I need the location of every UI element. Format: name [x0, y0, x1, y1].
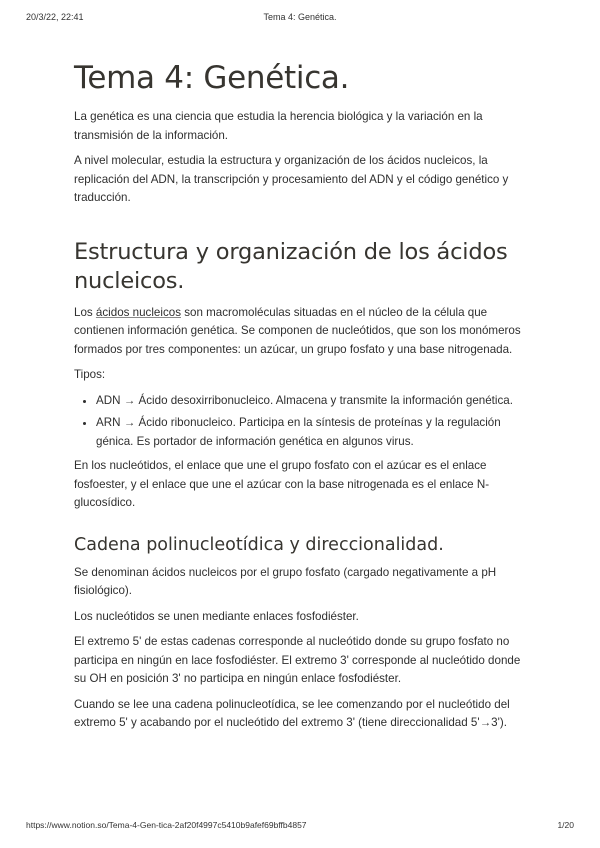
cadena-paragraph-1: Se denominan ácidos nucleicos por el grupo fosfato (cargado negativamente a pH fisiológico). [74, 565, 497, 597]
document-content [74, 58, 530, 740]
print-header [26, 12, 574, 26]
cadena-paragraph-3: El extremo 5' de estas cadenas corresponde al nucleótido donde su grupo fosfato no participa en ningún en lace fosfodiéster. El extremo 3' corresponde al nucleótido donde su OH en posición 3' no participa en ningún enlace fosfodiéster. [74, 635, 521, 685]
list-item-arn: • ARN → Ácido ribonucleico. Participa en la síntesis de proteínas y la regulación génica. Es portador de información genética en algunos virus. [96, 414, 530, 451]
tipos-label: Tipos: [74, 368, 106, 381]
page-number: 1/20 [557, 820, 574, 830]
cadena-paragraph-4: Cuando se lee una cadena polinucleotídica, se lee comenzando por el nucleótido del extremo 5' y acabando por el nucleótido del extremo 3' (tiene direccionalidad 5'→3'). [74, 697, 510, 729]
section-heading-cadena: Cadena polinucleotídica y direccionalidad. [74, 534, 444, 555]
print-url: https://www.notion.so/Tema-4-Gen-tica-2af20f4997c5410b9afef69bffb4857 [26, 820, 307, 830]
list-item-adn: • ADN → Ácido desoxirribonucleico. Almacena y transmite la información genética. [96, 392, 530, 411]
cadena-paragraph-2: Los nucleótidos se unen mediante enlaces fosfodiéster. [74, 609, 359, 623]
section-heading-estructura: Estructura y organización de los ácidos nucleicos. [74, 238, 508, 294]
print-footer [26, 820, 574, 834]
intro-paragraph-1: La genética es una ciencia que estudia la herencia biológica y la variación en la transmisión de la información. [74, 110, 483, 142]
intro-paragraph-2: A nivel molecular, estudia la estructura y organización de los ácidos nucleicos, la replicación del ADN, la transcripción y procesamiento del ADN y el código genético y traducción. [74, 154, 509, 204]
acidos-nucleicos-paragraph [74, 304, 530, 360]
text-segment: Los [74, 305, 96, 319]
text-segment: son macromoléculas situadas en el núcleo de la célula que contienen información genética. Se componen de nucleótidos, que son los monómeros formados por tres componentes: un azúcar, un grupo fosfato y una base nitrogenada. [74, 305, 521, 356]
acidos-nucleicos-link[interactable]: ácidos nucleicos [95, 305, 181, 319]
enlaces-paragraph: En los nucleótidos, el enlace que une el grupo fosfato con el azúcar es el enlace fosfoester, y el enlace que une el azúcar con la base nitrogenada es el enlace N-glucosídico. [74, 459, 490, 509]
print-date: 20/3/22, 22:41 [26, 12, 84, 22]
tipos-list [74, 392, 530, 452]
print-title: Tema 4: Genética. [263, 12, 337, 22]
page-title: Tema 4: Genética. [74, 60, 350, 96]
